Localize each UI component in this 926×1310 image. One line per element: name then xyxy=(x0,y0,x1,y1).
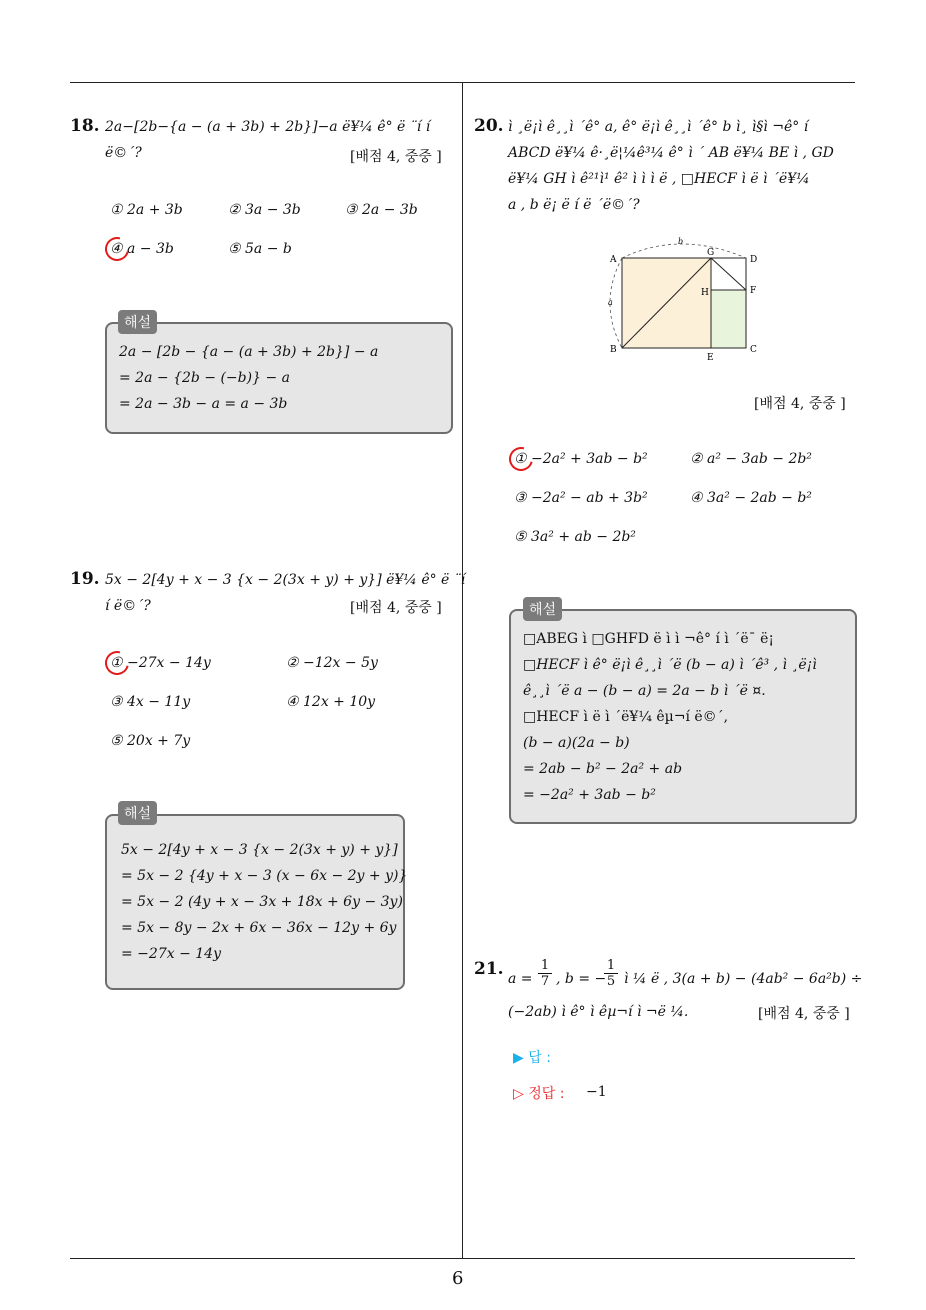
q19-option-3[interactable]: ③ 4x − 11y xyxy=(110,694,191,710)
q21-correct-value: −1 xyxy=(586,1084,607,1100)
q21-frac1-num: 1 xyxy=(538,958,552,974)
q20-option-1[interactable]: ① −2a² + 3ab − b² xyxy=(514,451,648,467)
q20-text-4: a , b ë¡ ë í ë ´ë©´? xyxy=(508,197,640,213)
q21-frac2-den: 5 xyxy=(606,974,616,989)
q19-option-2[interactable]: ② −12x − 5y xyxy=(286,655,378,671)
figure-label-e-vertex: E xyxy=(707,353,714,363)
q18-text: 2a−[2b−{a − (a + 3b) + 2b}]−a ë¥¼ ê° ë ¨í í ë©´? xyxy=(105,119,431,161)
q21-frac2 xyxy=(604,958,618,989)
figure-label-f-vertex: F xyxy=(750,286,757,296)
q19-solution-box xyxy=(105,814,408,990)
q20-solution-line-4: □HECF ì ë ì ´ë¥¼ êµ¬í ë©´, xyxy=(523,709,729,725)
q20-solution-tag: 해설 xyxy=(523,597,562,621)
q19-answer-mark-icon xyxy=(101,647,134,680)
q20-option-3[interactable]: ③ −2a² − ab + 3b² xyxy=(514,490,648,506)
q20-solution-line-3: ê¸¸ì ´ë a − (b − a) = 2a − b ì ´ë ¤. xyxy=(523,683,766,699)
q18-option-1[interactable]: ① 2a + 3b xyxy=(110,202,183,218)
q21-text-c: ì ¼ ë , 3(a + b) − (4ab² − 6a²b) ÷ xyxy=(624,971,863,987)
q20-score: [배점 4, 중중 ] xyxy=(754,396,846,412)
q20-option-2[interactable]: ② a² − 3ab − 2b² xyxy=(690,451,812,467)
q21-frac2-num: 1 xyxy=(604,958,618,974)
q19-solution-line-1: 5x − 2[4y + x − 3 {x − 2(3x + y) + y}] xyxy=(121,842,398,858)
q20-figure xyxy=(600,235,770,365)
q19-solution-line-4: = 5x − 8y − 2x + 6x − 36x − 12y + 6y xyxy=(121,920,397,936)
bottom-rule xyxy=(70,1258,855,1259)
q19-option-5[interactable]: ⑤ 20x + 7y xyxy=(110,733,191,749)
figure-label-b-vertex: B xyxy=(610,345,617,355)
page-number: 6 xyxy=(452,1268,464,1289)
q20-number: 20. xyxy=(474,116,504,136)
q21-frac1 xyxy=(538,958,552,989)
q20-solution-line-1: □ABEG ì □GHFD ë ì ì ¬ê° í ì ´ë¯ ë¡ xyxy=(523,631,774,647)
q18-solution-line-2: = 2a − {2b − (−b)} − a xyxy=(119,370,290,386)
figure-rect-hecf xyxy=(711,290,746,348)
q18-option-3[interactable]: ③ 2a − 3b xyxy=(345,202,418,218)
q20-text-2: ABCD ë¥¼ ê·¸ë¦¼ê³¼ ê° ì ´ AB ë¥¼ BE ì , GD xyxy=(508,145,834,161)
figure-label-g-vertex: G xyxy=(707,248,715,258)
q21-text-b: , b = − xyxy=(556,971,607,987)
q19-number: 19. xyxy=(70,569,100,589)
q19-option-1[interactable]: ① −27x − 14y xyxy=(110,655,211,671)
q20-solution-line-6: = 2ab − b² − 2a² + ab xyxy=(523,761,683,777)
figure-line-gf xyxy=(711,258,746,290)
q21-text-2: (−2ab) ì ê° ì êµ¬í ì ¬ë ¼. xyxy=(508,1004,689,1020)
q21-number: 21. xyxy=(474,959,504,979)
q20-answer-mark-icon xyxy=(505,443,538,476)
q20-solution-line-7: = −2a² + 3ab − b² xyxy=(523,787,656,803)
q18-score: [배점 4, 중중 ] xyxy=(350,149,442,165)
column-divider xyxy=(462,82,463,1258)
q18-solution-tag: 해설 xyxy=(118,310,157,334)
q18-option-2[interactable]: ② 3a − 3b xyxy=(228,202,301,218)
q21-answer-label[interactable]: ▶ 답 : xyxy=(513,1050,551,1066)
q18-option-5[interactable]: ⑤ 5a − b xyxy=(228,241,292,257)
q18-solution-box xyxy=(105,322,453,434)
figure-label-b-length: b xyxy=(678,237,684,246)
q21-correct-label: ▷ 정답 : xyxy=(513,1086,565,1102)
q19-solution-line-3: = 5x − 2 (4y + x − 3x + 18x + 6y − 3y) xyxy=(121,894,403,910)
q19-score: [배점 4, 중중 ] xyxy=(350,600,442,616)
q18-answer-mark-icon xyxy=(101,233,134,266)
q21-score: [배점 4, 중중 ] xyxy=(758,1006,850,1022)
figure-arc-b xyxy=(622,244,746,258)
q19-option-4[interactable]: ④ 12x + 10y xyxy=(286,694,376,710)
q19-text-1: 5x − 2[4y + x − 3 {x − 2(3x + y) + y}] ë¥¼ ê° ë ¨í xyxy=(105,572,466,588)
figure-label-a-length: a xyxy=(608,298,613,307)
q20-option-4[interactable]: ④ 3a² − 2ab − b² xyxy=(690,490,812,506)
figure-label-a-vertex: A xyxy=(610,255,617,265)
q20-text-1: ì ¸ë¡ì ê¸¸ì ´ê° a, ê° ë¡ì ê¸¸ì ´ê° b ì¸ ì§ì ¬ê° í xyxy=(508,119,809,135)
q18-solution-line-3: = 2a − 3b − a = a − 3b xyxy=(119,396,288,412)
q20-solution-line-5: (b − a)(2a − b) xyxy=(523,735,630,751)
q19-text-2: í ë©´? xyxy=(105,598,151,614)
figure-label-d-vertex: D xyxy=(750,255,758,265)
figure-label-h-vertex: H xyxy=(701,288,709,298)
q21-frac1-den: 7 xyxy=(540,974,550,989)
q20-option-5[interactable]: ⑤ 3a² + ab − 2b² xyxy=(514,529,636,545)
q19-solution-line-5: = −27x − 14y xyxy=(121,946,221,962)
q18-number: 18. xyxy=(70,116,100,136)
q18-option-4[interactable]: ④ a − 3b xyxy=(110,241,174,257)
q20-solution-line-2: □HECF ì ê° ë¡ì ê¸¸ì ´ë (b − a) ì ´ê³ , ì ¸ë¡ì xyxy=(523,657,817,673)
q19-solution-line-2: = 5x − 2 {4y + x − 3 (x − 6x − 2y + y)} xyxy=(121,868,408,884)
q18-solution-line-1: 2a − [2b − {a − (a + 3b) + 2b}] − a xyxy=(119,344,379,360)
figure-label-c-vertex: C xyxy=(750,345,757,355)
q19-solution-tag: 해설 xyxy=(118,801,157,825)
q20-text-3: ë¥¼ GH ì ê²¹ì¹ ê² ì ì ì ë , □HECF ì ë ì ´ë¥¼ xyxy=(508,171,810,187)
q20-solution-box xyxy=(509,609,857,824)
q21-text-a: a = xyxy=(508,971,533,987)
